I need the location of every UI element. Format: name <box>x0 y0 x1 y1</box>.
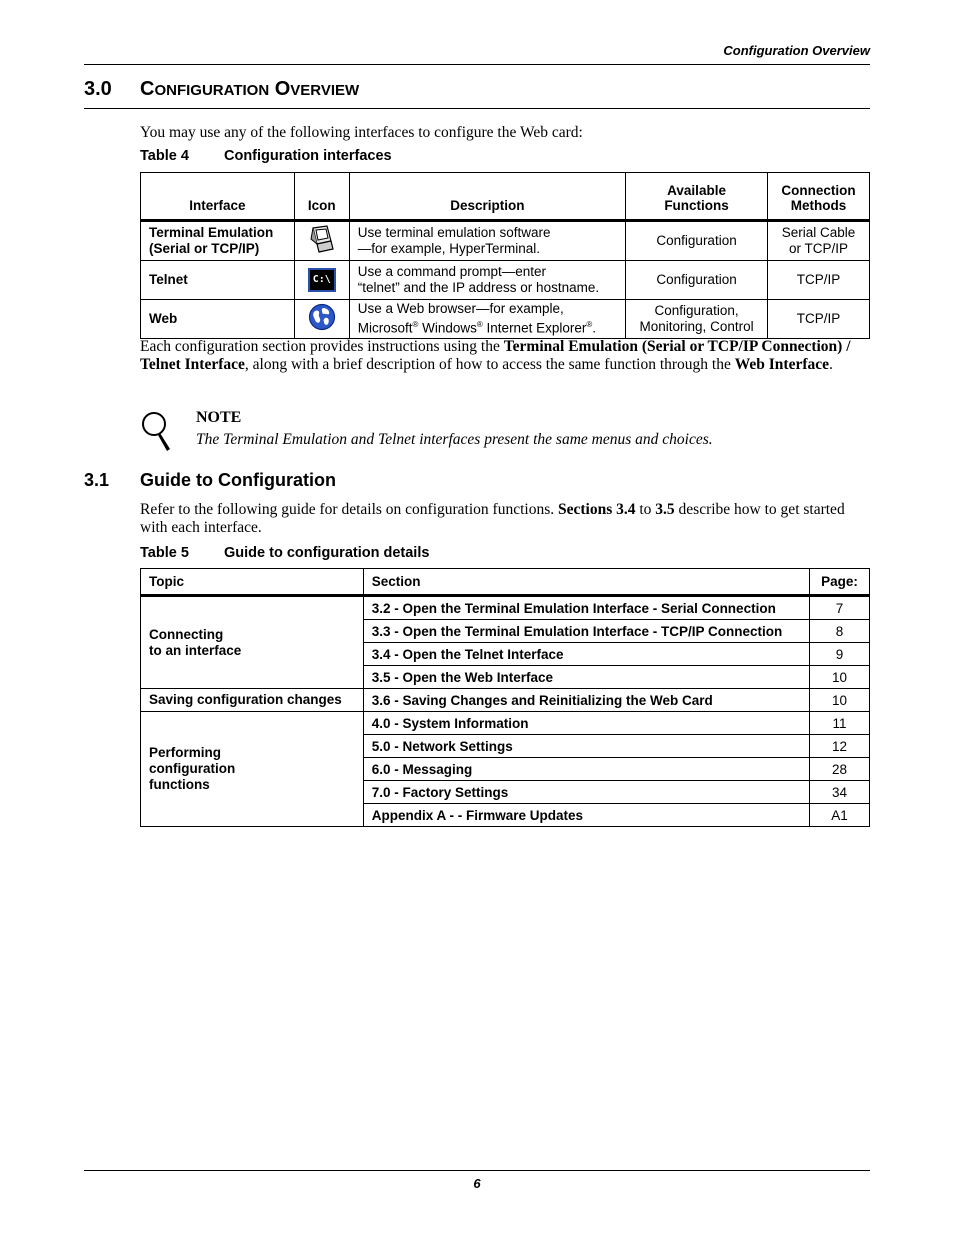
methods-line: or TCP/IP <box>788 241 849 256</box>
table4-title: Configuration interfaces <box>224 148 392 164</box>
page-cell: 8 <box>810 620 870 643</box>
interface-subname: (Serial or TCP/IP) <box>149 241 260 256</box>
functions-line: Configuration, <box>654 303 739 318</box>
section-cell: 7.0 - Factory Settings <box>363 781 809 804</box>
registered-mark: ® <box>586 320 593 330</box>
section-title-initial-2: O <box>274 78 291 100</box>
col-header-section: Section <box>363 569 809 596</box>
col-header-page: Page: <box>810 569 870 596</box>
header-rule <box>84 64 870 65</box>
col-header-interface: Interface <box>141 173 295 221</box>
interface-cell: Web <box>141 300 295 339</box>
table-row <box>141 689 870 712</box>
col-header-icon: Icon <box>294 173 349 221</box>
note-body: The Terminal Emulation and Telnet interfaces present the same menus and choices. <box>196 431 713 448</box>
description-line <box>358 317 617 337</box>
paragraph-text: Refer to the following guide for details on configuration functions. <box>140 501 558 518</box>
subsection-heading <box>84 470 336 491</box>
section-heading <box>84 78 359 101</box>
running-header-title: Configuration Overview <box>723 43 870 58</box>
section-cell: 3.5 - Open the Web Interface <box>363 666 809 689</box>
table4-caption <box>140 148 392 164</box>
description-line: Use terminal emulation software <box>357 225 551 240</box>
section-title-rest-1: ONFIGURATION <box>154 82 270 99</box>
description-line: “telnet” and the IP address or hostname. <box>357 280 600 295</box>
configuration-guide-table <box>140 568 870 827</box>
subsection-title: Guide to Configuration <box>140 470 336 490</box>
col-header-connection-methods: Connection Methods <box>768 173 870 221</box>
icon-cell <box>294 221 349 261</box>
functions-cell <box>626 300 768 339</box>
methods-cell: TCP/IP <box>768 261 870 300</box>
paragraph-bold-text: Terminal Emulation (Serial or TCP/IP Connection) / Telnet Interface <box>140 338 851 373</box>
interface-name: Terminal Emulation <box>149 225 274 240</box>
footer-rule <box>84 1170 870 1171</box>
description-cell <box>349 261 625 300</box>
table5-title: Guide to configuration details <box>224 545 430 561</box>
functions-cell: Configuration <box>626 261 768 300</box>
description-line: —for example, HyperTerminal. <box>357 241 541 256</box>
description-line: Use a Web browser—for example, <box>357 301 564 317</box>
topic-line: functions <box>149 777 210 792</box>
methods-line: Serial Cable <box>781 225 856 240</box>
globe-icon <box>308 319 336 334</box>
page-cell: A1 <box>810 804 870 827</box>
terminal-computer-icon <box>309 241 335 256</box>
paragraph-text: . <box>829 356 833 373</box>
paragraph-bold-text: 3.5 <box>655 501 675 518</box>
section-rule <box>84 108 870 109</box>
paragraph-bold-text: Sections 3.4 <box>557 501 636 518</box>
col-header-topic: Topic <box>141 569 364 596</box>
registered-mark: ® <box>412 320 419 330</box>
table4-label: Table 4 <box>140 148 189 164</box>
registered-mark: ® <box>476 320 483 330</box>
note-heading: NOTE <box>196 409 242 426</box>
brand-internet-explorer: Internet Explorer <box>482 320 587 336</box>
guide-paragraph <box>140 501 870 537</box>
section-cell: 6.0 - Messaging <box>363 758 809 781</box>
command-prompt-icon: C:\ <box>308 268 336 292</box>
configuration-interfaces-table <box>140 172 870 339</box>
page-cell: 10 <box>810 689 870 712</box>
topic-line: Performing <box>149 745 222 760</box>
paragraph-text: to <box>635 501 656 518</box>
magnifier-note-icon <box>140 410 174 457</box>
page-cell: 7 <box>810 596 870 620</box>
icon-cell <box>294 300 349 339</box>
page-cell: 11 <box>810 712 870 735</box>
interface-cell <box>141 221 295 261</box>
paragraph-bold-text: Web Interface <box>734 356 829 373</box>
paragraph-text: describe how to get started with each interface. <box>140 501 845 536</box>
topic-line: to an interface <box>149 642 242 658</box>
section-number: 3.0 <box>84 78 112 100</box>
page-cell: 34 <box>810 781 870 804</box>
table5-caption <box>140 545 429 561</box>
page-cell: 12 <box>810 735 870 758</box>
paragraph-text: , along with a brief description of how to access the same function through the <box>244 356 735 373</box>
period: . <box>592 320 597 336</box>
methods-cell <box>768 221 870 261</box>
topic-cell <box>141 712 364 827</box>
icon-cell <box>294 261 349 300</box>
section-cell: 3.2 - Open the Terminal Emulation Interface - Serial Connection <box>363 596 809 620</box>
intro-paragraph: You may use any of the following interfaces to configure the Web card: <box>140 124 583 141</box>
section-title-rest-2: VERVIEW <box>290 82 360 99</box>
table-row <box>141 221 870 261</box>
description-cell <box>349 221 625 261</box>
section-title-initial-1: C <box>140 78 155 100</box>
col-header-description: Description <box>349 173 625 221</box>
table-row <box>141 596 870 620</box>
topic-cell: Saving configuration changes <box>141 689 364 712</box>
section-cell: 5.0 - Network Settings <box>363 735 809 758</box>
section-cell: 3.6 - Saving Changes and Reinitializing the Web Card <box>363 689 809 712</box>
table-header-row <box>141 569 870 596</box>
page-cell: 28 <box>810 758 870 781</box>
table-row <box>141 300 870 339</box>
brand-windows: Windows <box>418 320 477 336</box>
brand-microsoft: Microsoft <box>357 320 413 336</box>
section-cell: Appendix A - - Firmware Updates <box>363 804 809 827</box>
table-row <box>141 712 870 735</box>
paragraph-text: Each configuration section provides instructions using the <box>140 338 504 355</box>
interface-cell: Telnet <box>141 261 295 300</box>
functions-cell: Configuration <box>626 221 768 261</box>
table5-label: Table 5 <box>140 545 189 561</box>
col-header-available-functions: Available Functions <box>626 173 768 221</box>
topic-line: Connecting <box>149 626 224 642</box>
topic-cell <box>141 596 364 689</box>
functions-line: Monitoring, Control <box>639 319 754 334</box>
section-cell: 4.0 - System Information <box>363 712 809 735</box>
page-cell: 10 <box>810 666 870 689</box>
description-cell <box>349 300 625 339</box>
subsection-number: 3.1 <box>84 470 110 490</box>
instructions-paragraph <box>140 338 870 374</box>
section-cell: 3.4 - Open the Telnet Interface <box>363 643 809 666</box>
page-cell: 9 <box>810 643 870 666</box>
description-line: Use a command prompt—enter <box>357 264 547 279</box>
table-row <box>141 261 870 300</box>
table-header-row <box>141 173 870 221</box>
page-number: 6 <box>473 1176 481 1191</box>
methods-cell: TCP/IP <box>768 300 870 339</box>
section-cell: 3.3 - Open the Terminal Emulation Interface - TCP/IP Connection <box>363 620 809 643</box>
topic-line: configuration <box>149 761 236 776</box>
